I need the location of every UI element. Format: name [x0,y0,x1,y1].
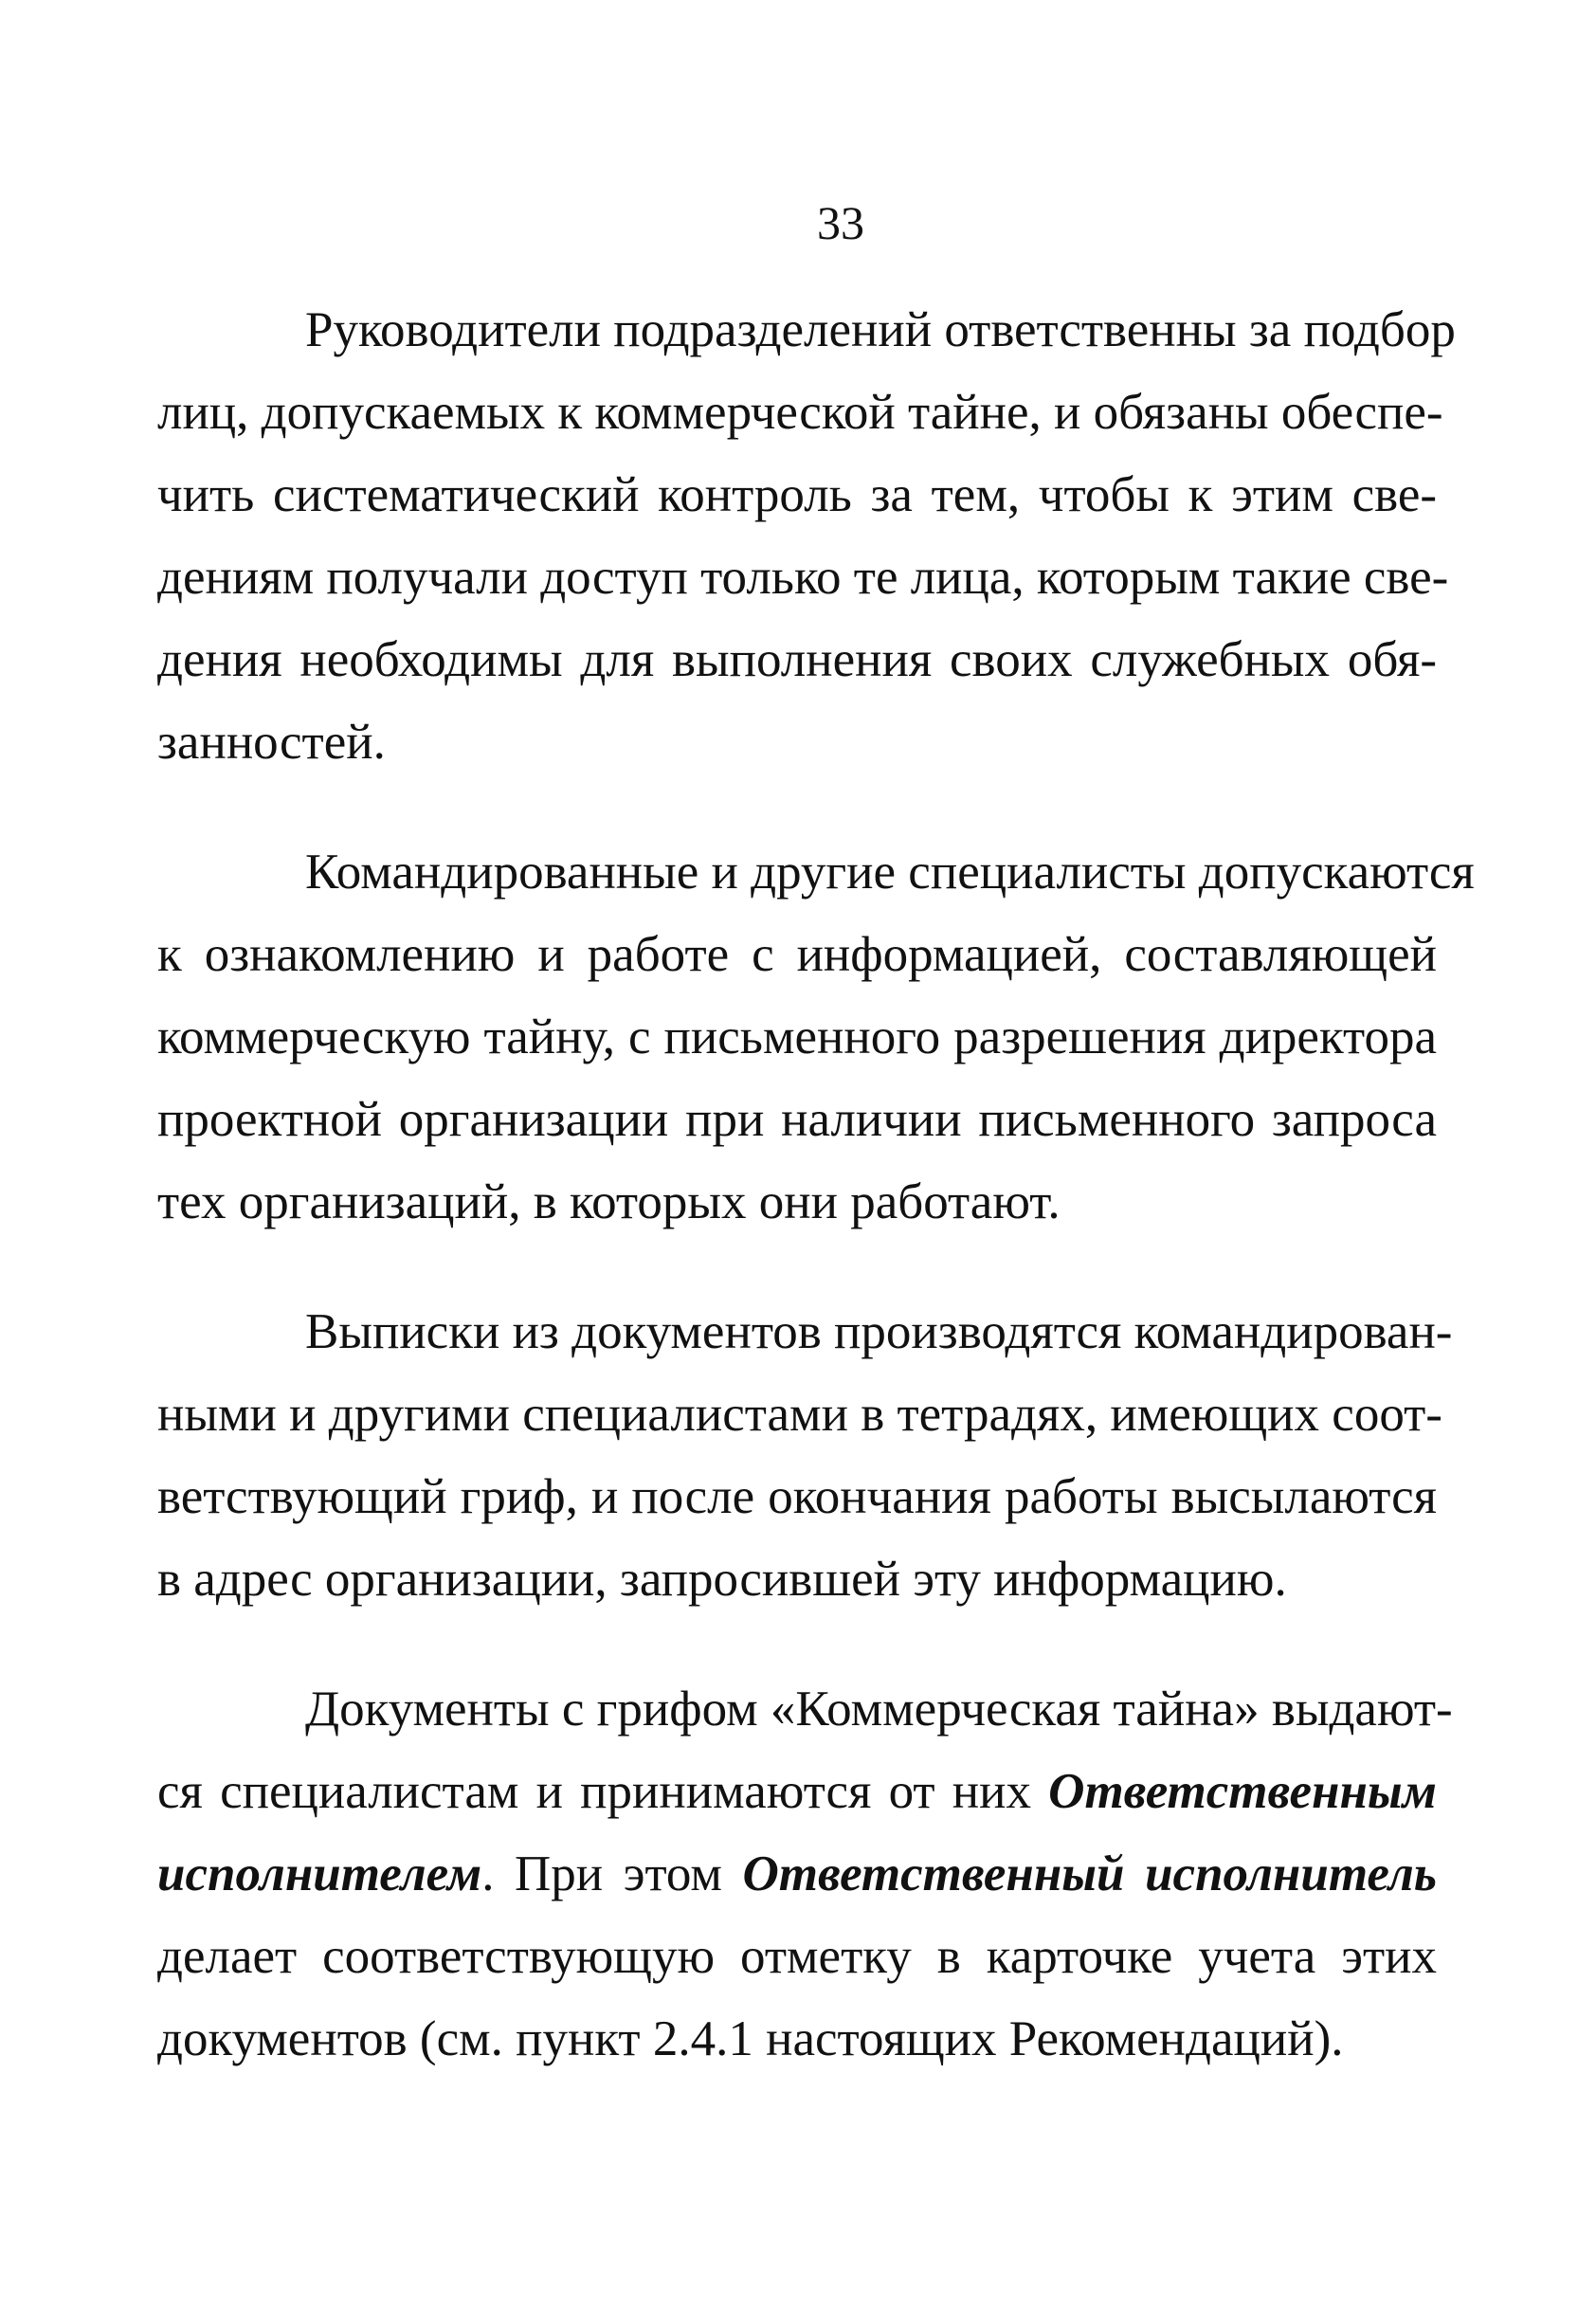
paragraph-1-line-5: дения необходимы для выполнения своих служебных обя- [157,632,1437,687]
paragraph-1 [157,289,1456,784]
paragraph-4-line-3 [157,1833,1437,1916]
paragraph-3-line-3: ветствующий гриф, и после окончания работы высылаются [157,1469,1437,1524]
paragraph-2-line-4: проектной организации при наличии письменного запроса [157,1092,1437,1147]
paragraph-3-line-4: в адрес организации, запросившей эту информацию. [157,1552,1287,1607]
paragraph-1-line-3: чить систематический контроль за тем, чтобы к этим све- [157,467,1437,522]
paragraph-1-line-6: занностей. [157,715,386,770]
paragraph-2-line-5: тех организаций, в которых они работают. [157,1174,1061,1229]
document-body [157,289,1475,2128]
responsible-executor-emphasis-2: Ответственный исполнитель [742,1846,1437,1901]
paragraph-2-line-1: Командированные и другие специалисты допускаются [305,845,1475,900]
paragraph-1-line-4: дениям получали доступ только те лица, которым такие све- [157,550,1449,605]
paragraph-3-line-1: Выписки из документов производятся командирован- [305,1304,1453,1359]
page-number: 33 [817,196,864,249]
paragraph-1-line-2: лиц, допускаемых к коммерческой тайне, и обязаны обеспе- [157,385,1443,440]
paragraph-2-line-3: коммерческую тайну, с письменного разрешения директора [157,1009,1437,1064]
paragraph-3 [157,1291,1453,1621]
paragraph-4-line-4: делает соответствующую отметку в карточке учета этих [157,1929,1437,1984]
responsible-executor-emphasis: Ответственным [1048,1764,1437,1819]
paragraph-4-line-2 [157,1751,1437,1833]
paragraph-4-line-1: Документы с грифом «Коммерческая тайна» выдают- [305,1682,1453,1737]
paragraph-1-line-1: Руководители подразделений ответственны за подбор [305,302,1456,357]
paragraph-3-line-2: ными и другими специалистами в тетрадях, имеющих соот- [157,1387,1442,1442]
paragraph-2 [157,831,1475,1244]
paragraph-4 [157,1668,1453,2081]
paragraph-4-line-5: документов (см. пункт 2.4.1 настоящих Рекомендаций). [157,2011,1344,2066]
paragraph-4-line-2-text: ся специалистам и принимаются от них [157,1764,1049,1819]
paragraph-2-line-2: к ознакомлению и работе с информацией, составляющей [157,927,1437,982]
paragraph-4-line-3-text: . При этом [481,1846,743,1901]
executor-emphasis: исполнителем [157,1846,482,1901]
